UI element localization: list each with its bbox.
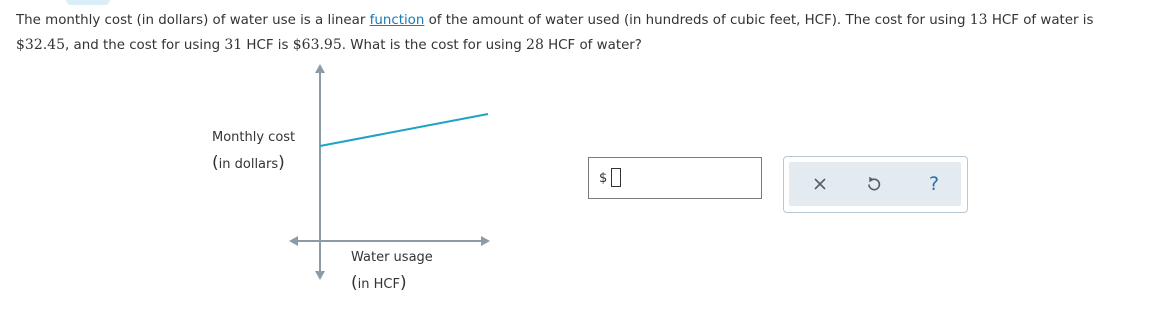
answer-input[interactable] xyxy=(611,168,621,187)
clear-button[interactable] xyxy=(805,168,835,200)
answer-box xyxy=(588,157,762,199)
tools-panel-inner xyxy=(789,162,961,206)
dollar-sign: $ xyxy=(599,171,608,186)
undo-icon xyxy=(866,175,882,193)
y-axis-arrow-up xyxy=(315,64,325,73)
x-axis-arrow-right xyxy=(481,236,490,246)
help-icon: ? xyxy=(928,173,940,195)
function-link[interactable]: function xyxy=(369,13,425,28)
tools-panel xyxy=(783,156,968,213)
cost-line xyxy=(320,114,488,146)
x-icon xyxy=(813,177,827,191)
cost-graph xyxy=(200,60,510,300)
y-axis-label-unit: (in dollars) xyxy=(212,153,285,173)
x-axis-label-unit: (in HCF) xyxy=(351,273,407,293)
y-axis-arrow-down xyxy=(315,271,325,280)
help-button[interactable] xyxy=(919,168,949,200)
top-tab-indicator xyxy=(66,0,110,5)
undo-button[interactable] xyxy=(859,168,889,200)
y-axis-label-title: Monthly cost xyxy=(212,130,296,145)
x-axis-label-title: Water usage xyxy=(351,250,433,265)
x-axis-arrow-left xyxy=(289,236,298,246)
problem-statement: The monthly cost (in dollars) of water use is a linear function of the amount of water used (in hundreds of cubic feet, HCF). The cost for using 13 HCF of water is $32.45, and the cost for using 31 HCF is $63.95. What is the cost for using 28 HCF of water? xyxy=(16,12,1094,53)
